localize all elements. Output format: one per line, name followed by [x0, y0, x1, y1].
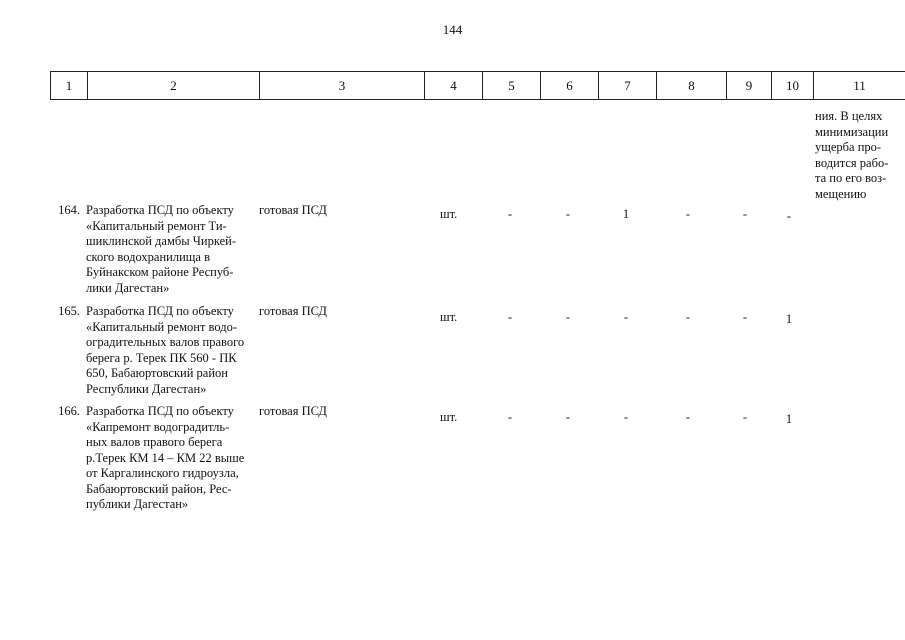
row-col-10: 1 — [785, 412, 793, 426]
desc-line: «Капитальный ремонт водо- — [86, 319, 238, 334]
desc-line: Разработка ПСД по объекту — [86, 203, 234, 217]
row-col-7: - — [623, 410, 629, 424]
note-line: мещению — [815, 186, 867, 201]
row-col-8: - — [685, 310, 691, 324]
row-col-5: - — [507, 310, 513, 324]
row-description — [86, 404, 252, 513]
desc-line: 650, Бабаюртовский район — [86, 366, 228, 380]
desc-line: берега р. Терек ПК 560 - ПК — [86, 350, 237, 365]
row-unit: шт. — [440, 410, 458, 424]
note-line: та по его воз- — [815, 171, 887, 185]
row-number: 165. — [58, 304, 80, 318]
row-col-5: - — [507, 410, 513, 424]
row-col-5: - — [507, 207, 513, 221]
header-col-10: 10 — [771, 72, 813, 99]
header-col-1: 1 — [50, 72, 87, 99]
desc-line: оградительных валов правого — [86, 335, 245, 349]
header-col-11: 11 — [813, 72, 905, 99]
row-col-7: - — [623, 310, 629, 324]
row-result: готовая ПСД — [259, 203, 327, 217]
header-col-5: 5 — [482, 72, 540, 99]
header-col-9: 9 — [726, 72, 771, 99]
row-description — [86, 304, 252, 397]
note-line: водится рабо- — [815, 155, 889, 170]
header-col-7: 7 — [598, 72, 656, 99]
note-line: минимизации — [815, 124, 889, 139]
header-col-6: 6 — [540, 72, 598, 99]
row-col-10: - — [786, 209, 792, 223]
desc-line: лики Дагестан» — [86, 280, 170, 295]
row-col-8: - — [685, 410, 691, 424]
row-number: 166. — [58, 404, 80, 418]
row-col-10: 1 — [785, 312, 793, 326]
table-row — [0, 404, 905, 514]
desc-line: Разработка ПСД по объекту — [86, 304, 234, 318]
row-col-6: - — [565, 310, 571, 324]
row-result: готовая ПСД — [259, 404, 327, 418]
row-col-8: - — [685, 207, 691, 221]
continuation-note — [815, 109, 900, 202]
row-result: готовая ПСД — [259, 304, 327, 318]
row-col-9: - — [742, 207, 748, 221]
desc-line: «Капремонт водоградитль- — [86, 419, 230, 434]
note-line: ния. В целях — [815, 109, 883, 123]
header-col-8: 8 — [656, 72, 726, 99]
desc-line: ных валов правого берега — [86, 435, 223, 449]
desc-line: ского водохранилища в — [86, 249, 210, 264]
table-row — [0, 304, 905, 399]
table-row — [0, 203, 905, 298]
desc-line: Республики Дагестан» — [86, 381, 207, 396]
desc-line: «Капитальный ремонт Ти- — [86, 218, 227, 233]
desc-line: р.Терек КМ 14 – КМ 22 выше — [86, 450, 245, 465]
desc-line: Буйнакском районе Респуб- — [86, 265, 234, 279]
header-col-4: 4 — [424, 72, 482, 99]
row-col-6: - — [565, 207, 571, 221]
row-unit: шт. — [440, 207, 458, 221]
row-description — [86, 203, 252, 296]
row-unit: шт. — [440, 310, 458, 324]
desc-line: Бабаюртовский район, Рес- — [86, 481, 232, 496]
note-line: ущерба про- — [815, 140, 882, 154]
row-col-9: - — [742, 310, 748, 324]
row-col-9: - — [742, 410, 748, 424]
row-col-6: - — [565, 410, 571, 424]
table-header — [50, 71, 905, 100]
page-number: 144 — [442, 22, 463, 37]
desc-line: шиклинской дамбы Чиркей- — [86, 234, 236, 248]
desc-line: публики Дагестан» — [86, 497, 189, 511]
desc-line: от Каргалинского гидроузла, — [86, 466, 239, 480]
row-number: 164. — [58, 203, 80, 217]
row-col-7: 1 — [622, 207, 630, 221]
header-col-2: 2 — [87, 72, 259, 99]
header-col-3: 3 — [259, 72, 424, 99]
desc-line: Разработка ПСД по объекту — [86, 404, 234, 418]
